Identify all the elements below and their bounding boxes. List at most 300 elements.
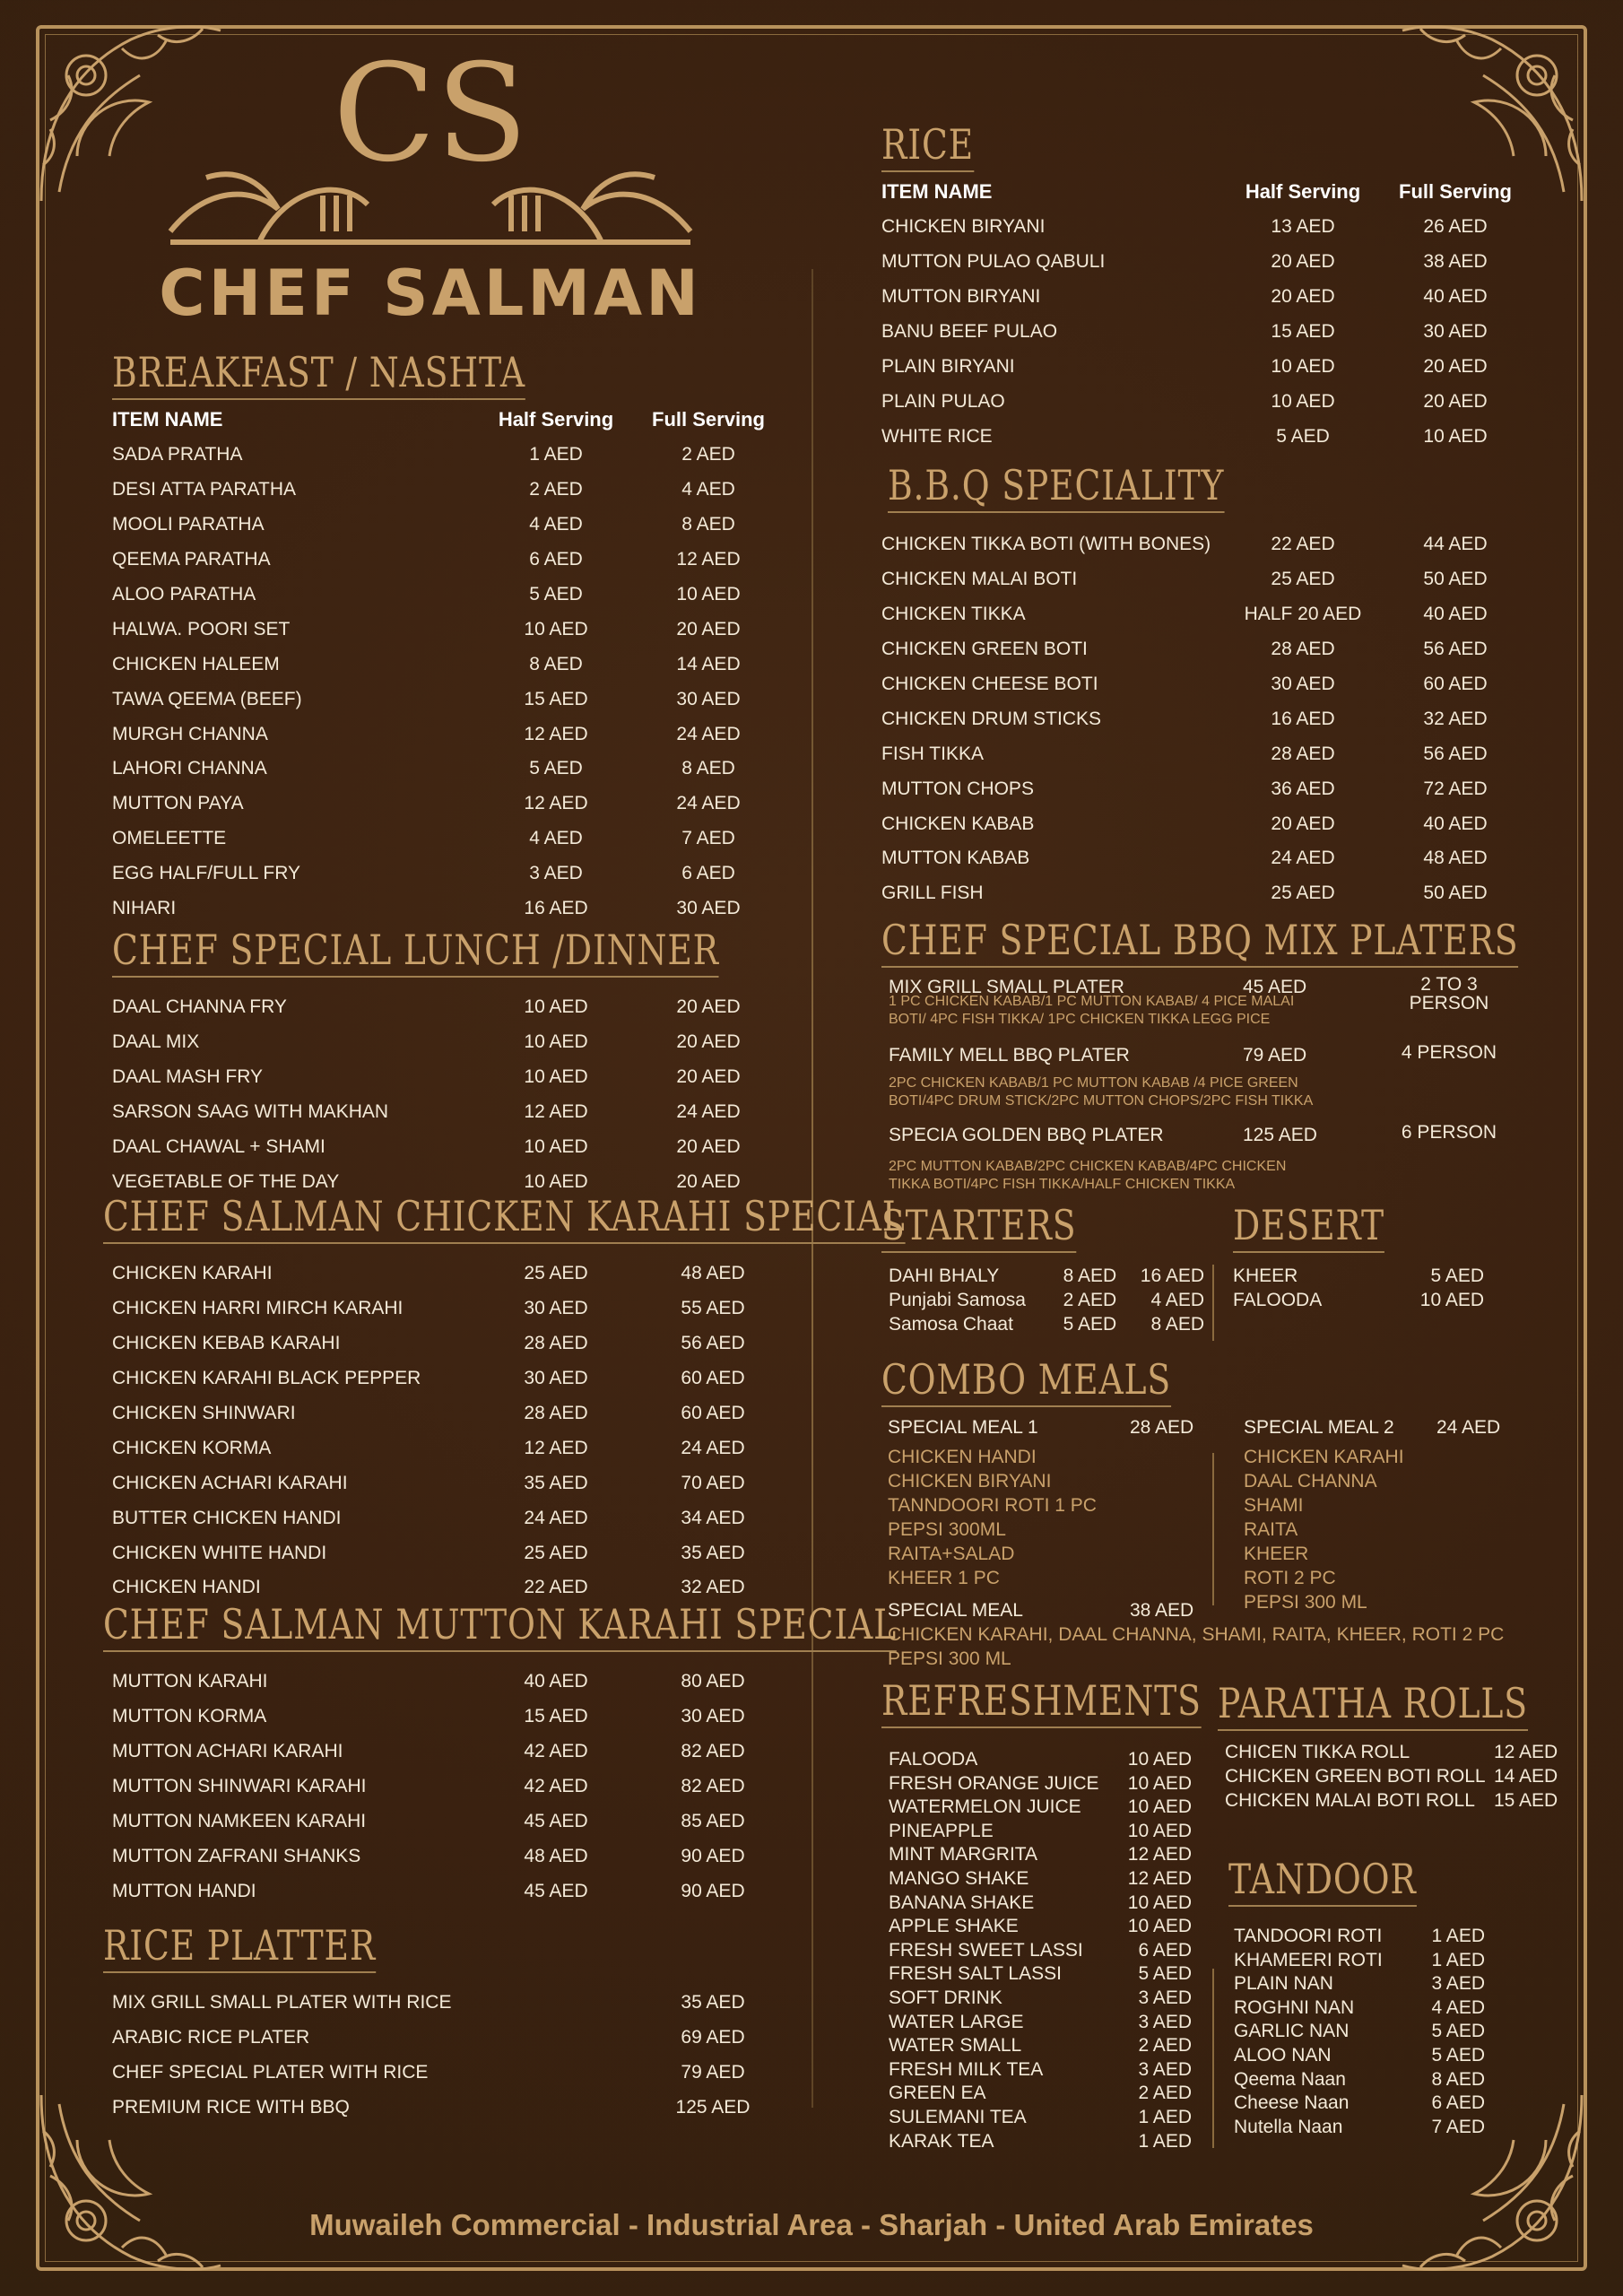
half-price: 10 AED xyxy=(1271,390,1335,412)
full-price: 56 AED xyxy=(1423,743,1488,764)
item-name: BANU BEEF PULAO xyxy=(881,321,1058,343)
half-price: 45 AED xyxy=(524,1811,588,1831)
column-divider xyxy=(812,269,813,2108)
item-name: VEGETABLE OF THE DAY xyxy=(112,1170,340,1192)
item-name: CHICKEN CHEESE BOTI xyxy=(881,674,1098,694)
item-name: ALOO NAN xyxy=(1234,2044,1332,2066)
meal-item: PEPSI 300 ML xyxy=(1244,1592,1367,1613)
half-price: 48 AED xyxy=(524,1845,588,1866)
meal-price: 38 AED xyxy=(1130,1600,1194,1621)
item-name: EGG HALF/FULL FRY xyxy=(112,863,301,884)
half-price: 1 AED xyxy=(529,444,583,465)
menu-row xyxy=(112,1770,785,1805)
menu-row xyxy=(889,1312,1204,1336)
item-name: GREEN EA xyxy=(889,2083,986,2104)
meal-item: CHICKEN BIRYANI xyxy=(888,1471,1052,1492)
half-price: 28 AED xyxy=(524,1403,588,1423)
full-price: 55 AED xyxy=(681,1298,745,1319)
full-price: 8 AED xyxy=(681,514,735,535)
meal-items: PEPSI 300 ML xyxy=(888,1648,1011,1669)
item-name: DAAL MASH FRY xyxy=(112,1066,264,1088)
half-price: 10 AED xyxy=(524,996,588,1018)
section-title: CHEF SALMAN MUTTON KARAHI SPECIAL xyxy=(103,1604,897,1652)
menu-row xyxy=(112,1130,776,1165)
half-price: 10 AED xyxy=(524,618,588,639)
plater-persons: 2 TO 3 PERSON xyxy=(1409,974,1489,1013)
price: 10 AED xyxy=(1127,1749,1192,1770)
item-name: PLAIN BIRYANI xyxy=(881,356,1015,377)
half-price: 8 AED xyxy=(529,653,583,674)
price: 6 AED xyxy=(1138,1939,1192,1961)
menu-row xyxy=(881,562,1527,597)
full-price: 82 AED xyxy=(681,1741,745,1762)
price: 6 AED xyxy=(1431,2092,1485,2114)
full-price: 30 AED xyxy=(676,688,741,709)
plater-price: 45 AED xyxy=(1243,977,1307,997)
combo-meal-1 xyxy=(888,1415,1211,1590)
col-header-item: ITEM NAME xyxy=(112,408,223,430)
menu-row xyxy=(112,1326,785,1361)
item-name: WATER LARGE xyxy=(889,2011,1024,2032)
plater-name: SPECIA GOLDEN BBQ PLATER xyxy=(889,1125,1164,1145)
price: 1 AED xyxy=(1138,2130,1192,2152)
mutton-karahi-section xyxy=(103,1600,897,1909)
price: 125 AED xyxy=(675,2097,751,2118)
meal-price: 28 AED xyxy=(1130,1417,1194,1438)
menu-row xyxy=(112,543,776,578)
menu-row xyxy=(112,1361,785,1396)
item-name: DAAL CHANNA FRY xyxy=(112,996,287,1018)
bbq-platers-section xyxy=(881,916,1536,1206)
chicken-karahi-section xyxy=(103,1192,906,1605)
item-name: ARABIC RICE PLATER xyxy=(112,2027,310,2048)
price: 12 AED xyxy=(1494,1742,1558,1762)
menu-row xyxy=(1234,2044,1515,2068)
menu-row xyxy=(881,384,1527,419)
menu-row xyxy=(881,280,1527,315)
item-name: Cheese Naan xyxy=(1234,2092,1350,2114)
plater-name: MIX GRILL SMALL PLATER xyxy=(889,977,1124,997)
price: 16 AED xyxy=(1140,1265,1204,1286)
half-price: 5 AED xyxy=(529,584,583,604)
price: 7 AED xyxy=(1431,2116,1485,2137)
full-price: 56 AED xyxy=(681,1333,745,1354)
item-name: HALWA. POORI SET xyxy=(112,618,291,639)
section-title: PARATHA ROLLS xyxy=(1218,1683,1528,1731)
half-price: 36 AED xyxy=(1271,778,1335,799)
full-price: 32 AED xyxy=(1423,708,1488,729)
half-price: 30 AED xyxy=(524,1368,588,1389)
item-name: MANGO SHAKE xyxy=(889,1867,1029,1889)
meal-item: RAITA xyxy=(1244,1519,1298,1540)
menu-row xyxy=(1234,2116,1515,2140)
paratha-rolls-section xyxy=(1218,1679,1576,1813)
price: 1 AED xyxy=(1431,1926,1485,1946)
full-price: 8 AED xyxy=(681,758,735,779)
meal-item: TANNDOORI ROTI 1 PC xyxy=(888,1495,1097,1516)
item-name: SOFT DRINK xyxy=(889,1987,1002,2008)
half-price: 20 AED xyxy=(1271,251,1335,273)
plater-persons: 4 PERSON xyxy=(1401,1042,1497,1063)
item-name: OMELEETTE xyxy=(112,828,227,849)
item-name: BUTTER CHICKEN HANDI xyxy=(112,1507,342,1528)
price: 3 AED xyxy=(1138,2058,1192,2080)
menu-row xyxy=(889,1915,1204,1939)
full-price: 20 AED xyxy=(676,618,741,639)
full-price: 24 AED xyxy=(681,1437,745,1458)
mutton-karahi-table xyxy=(112,1665,785,1909)
meal-item: PEPSI 300ML xyxy=(888,1519,1006,1540)
half-price: 4 AED xyxy=(529,828,583,849)
half-price: 15 AED xyxy=(1271,321,1335,343)
bbq-section xyxy=(881,461,1527,911)
meal-item: KHEER xyxy=(1244,1544,1309,1564)
menu-row xyxy=(112,647,776,682)
item-name: WATER SMALL xyxy=(889,2035,1022,2057)
full-price: 60 AED xyxy=(1423,674,1488,694)
menu-row xyxy=(112,1665,785,1700)
menu-row xyxy=(112,752,776,787)
item-name: CHICKEN MALAI BOTI xyxy=(881,569,1078,590)
half-price: 22 AED xyxy=(524,1577,588,1598)
item-name: DAAL CHAWAL + SHAMI xyxy=(112,1136,325,1157)
half-price: 30 AED xyxy=(524,1298,588,1319)
price: 8 AED xyxy=(1150,1314,1204,1335)
menu-row xyxy=(112,1396,785,1431)
section-title: RICE PLATTER xyxy=(103,1925,376,1973)
item-name: MUTTON KABAB xyxy=(881,848,1030,869)
item-name: MUTTON ZAFRANI SHANKS xyxy=(112,1845,361,1866)
item-name: CHICKEN GREEN BOTI xyxy=(881,639,1088,660)
item-name: FALOODA xyxy=(1233,1290,1323,1310)
full-price: 90 AED xyxy=(681,1880,745,1901)
full-price: 40 AED xyxy=(1423,286,1488,308)
menu-row xyxy=(889,1939,1204,1963)
menu-row xyxy=(112,1431,785,1465)
menu-row xyxy=(889,1264,1204,1288)
full-price: 14 AED xyxy=(676,653,741,674)
menu-row xyxy=(889,2130,1204,2154)
item-name: Punjabi Samosa xyxy=(889,1290,1026,1310)
col-header-full: Full Serving xyxy=(652,408,765,430)
item-name: DESI ATTA PARATHA xyxy=(112,479,296,500)
menu-row xyxy=(1234,1949,1515,1973)
price: 5 AED xyxy=(1063,1314,1117,1335)
menu-row xyxy=(112,2021,785,2056)
menu-row xyxy=(112,1060,776,1095)
meal-item: ROTI 2 PC xyxy=(1244,1568,1336,1588)
vertical-rule xyxy=(1212,1969,1214,2148)
item-name: PREMIUM RICE WITH BBQ xyxy=(112,2097,350,2118)
price: 5 AED xyxy=(1138,1963,1192,1985)
plater-persons: 6 PERSON xyxy=(1401,1122,1497,1143)
item-name: CHICKEN TIKKA xyxy=(881,604,1026,625)
full-price: 60 AED xyxy=(681,1403,745,1423)
logo-crest-icon xyxy=(152,52,708,258)
half-price: 10 AED xyxy=(524,1031,588,1053)
menu-row xyxy=(889,2082,1204,2106)
half-price: 13 AED xyxy=(1271,216,1335,238)
refreshments-section xyxy=(881,1676,1204,2153)
price: 8 AED xyxy=(1431,2068,1485,2090)
section-title: RICE xyxy=(881,124,974,172)
half-price: 3 AED xyxy=(529,863,583,884)
item-name: PLAIN NAN xyxy=(1234,1973,1333,1995)
item-name: FRESH SWEET LASSI xyxy=(889,1939,1083,1961)
meal-item: RAITA+SALAD xyxy=(888,1544,1015,1564)
full-price: 85 AED xyxy=(681,1811,745,1831)
half-price: 25 AED xyxy=(524,1263,588,1284)
item-name: NIHARI xyxy=(112,898,177,919)
full-price: 20 AED xyxy=(676,1031,741,1053)
half-price: 20 AED xyxy=(1271,286,1335,308)
menu-row xyxy=(881,701,1527,736)
half-price: 25 AED xyxy=(1271,883,1335,904)
meal-items: CHICKEN KARAHI, DAAL CHANNA, SHAMI, RAITA, KHEER, ROTI 2 PC xyxy=(888,1624,1505,1645)
item-name: CHICKEN GREEN BOTI ROLL xyxy=(1225,1766,1486,1787)
price: 10 AED xyxy=(1127,1820,1192,1841)
full-price: 50 AED xyxy=(1423,883,1488,904)
price: 15 AED xyxy=(1494,1790,1558,1811)
full-price: 7 AED xyxy=(681,828,735,849)
item-name: CHICKEN MALAI BOTI ROLL xyxy=(1225,1790,1475,1811)
item-name: MIX GRILL SMALL PLATER WITH RICE xyxy=(112,1992,452,2013)
item-name: MUTTON SHINWARI KARAHI xyxy=(112,1776,367,1797)
price: 10 AED xyxy=(1127,1916,1192,1937)
menu-row xyxy=(112,578,776,613)
half-price: 28 AED xyxy=(1271,743,1335,764)
item-name: CHICKEN TIKKA BOTI (WITH BONES) xyxy=(881,534,1211,555)
item-name: MUTTON NAMKEEN KARAHI xyxy=(112,1811,367,1831)
item-name: GRILL FISH xyxy=(881,883,984,904)
menu-row xyxy=(881,350,1527,385)
item-name: MUTTON KARAHI xyxy=(112,1671,268,1692)
section-title: REFRESHMENTS xyxy=(881,1680,1202,1728)
item-name: CHICKEN KARAHI xyxy=(112,1263,273,1284)
col-header-half: Half Serving xyxy=(1245,180,1361,203)
section-title: CHEF SPECIAL LUNCH /DINNER xyxy=(112,929,719,978)
menu-row xyxy=(1233,1264,1520,1288)
full-price: 2 AED xyxy=(681,444,735,465)
brand-name: CHEF SALMAN xyxy=(159,257,702,330)
half-price: 35 AED xyxy=(524,1472,588,1493)
brand-logo xyxy=(152,52,708,330)
half-price: 40 AED xyxy=(524,1671,588,1692)
half-price: 5 AED xyxy=(529,758,583,779)
tandoor-section xyxy=(1228,1855,1515,2139)
menu-row xyxy=(881,597,1527,632)
item-name: TANDOORI ROTI xyxy=(1234,1926,1383,1946)
menu-row xyxy=(112,612,776,647)
menu-row xyxy=(889,1867,1204,1892)
price: 3 AED xyxy=(1138,1987,1192,2008)
half-price: 42 AED xyxy=(524,1776,588,1797)
menu-row xyxy=(112,1839,785,1874)
meal-item: CHICKEN HANDI xyxy=(888,1447,1037,1467)
meal-item: SHAMI xyxy=(1244,1495,1304,1516)
menu-row xyxy=(1233,1288,1520,1312)
full-price: 20 AED xyxy=(676,1136,741,1157)
menu-row xyxy=(112,990,776,1025)
half-price: 12 AED xyxy=(524,723,588,744)
item-name: MUTTON CHOPS xyxy=(881,778,1034,799)
bbq-table xyxy=(881,527,1527,911)
desert-section xyxy=(1233,1201,1520,1312)
menu-row xyxy=(1234,1925,1515,1949)
item-name: FRESH SALT LASSI xyxy=(889,1963,1062,1985)
full-price: 10 AED xyxy=(676,584,741,604)
item-name: PINEAPPLE xyxy=(889,1820,994,1841)
item-name: CHICKEN DRUM STICKS xyxy=(881,708,1102,729)
item-name: ALOO PARATHA xyxy=(112,584,256,604)
starters-section xyxy=(881,1201,1204,1336)
item-name: CHICKEN HALEEM xyxy=(112,653,280,674)
menu-row xyxy=(112,1874,785,1909)
item-name: SARSON SAAG WITH MAKHAN xyxy=(112,1101,389,1123)
full-price: 20 AED xyxy=(1423,390,1488,412)
item-name: KHAMEERI ROTI xyxy=(1234,1949,1383,1970)
menu-row xyxy=(112,438,776,473)
menu-row xyxy=(881,876,1527,911)
menu-row xyxy=(112,1257,785,1292)
full-price: 26 AED xyxy=(1423,216,1488,238)
half-price: 2 AED xyxy=(529,479,583,500)
full-price: 44 AED xyxy=(1423,534,1488,555)
price: 10 AED xyxy=(1127,1796,1192,1818)
menu-row xyxy=(112,1025,776,1060)
item-name: Nutella Naan xyxy=(1234,2116,1343,2137)
price: 4 AED xyxy=(1431,1996,1485,2018)
menu-row xyxy=(112,1500,785,1535)
half-price: 15 AED xyxy=(524,1706,588,1727)
item-name: PLAIN PULAO xyxy=(881,390,1005,412)
full-price: 20 AED xyxy=(1423,356,1488,377)
half-price: 45 AED xyxy=(524,1880,588,1901)
plater-price: 125 AED xyxy=(1243,1125,1317,1145)
full-price: 20 AED xyxy=(676,1066,741,1088)
price: 4 AED xyxy=(1150,1290,1204,1310)
menu-row xyxy=(889,1820,1204,1844)
full-price: 30 AED xyxy=(681,1706,745,1727)
full-price: 38 AED xyxy=(1423,251,1488,273)
half-price: 22 AED xyxy=(1271,534,1335,555)
meal-item: KHEER 1 PC xyxy=(888,1568,1000,1588)
price: 1 AED xyxy=(1138,2106,1192,2127)
plater-name: FAMILY MELL BBQ PLATER xyxy=(889,1045,1130,1065)
item-name: KARAK TEA xyxy=(889,2130,994,2152)
combo-meal-2 xyxy=(1244,1415,1540,1614)
item-name: CHICKEN BIRYANI xyxy=(881,216,1046,238)
menu-row xyxy=(889,2106,1204,2130)
plater-price: 79 AED xyxy=(1243,1045,1307,1065)
item-name: DAAL MIX xyxy=(112,1031,200,1053)
half-price: 4 AED xyxy=(529,514,583,535)
item-name: MUTTON BIRYANI xyxy=(881,286,1041,308)
menu-row xyxy=(881,419,1527,454)
item-name: MURGH CHANNA xyxy=(112,723,268,744)
price: 3 AED xyxy=(1431,1973,1485,1995)
breakfast-section xyxy=(112,348,776,926)
menu-row xyxy=(881,771,1527,806)
item-name: CHICEN TIKKA ROLL xyxy=(1225,1742,1410,1762)
item-name: SULEMANI TEA xyxy=(889,2106,1027,2127)
menu-row xyxy=(889,2034,1204,2058)
combo-section xyxy=(881,1355,1545,1407)
full-price: 80 AED xyxy=(681,1671,745,1692)
full-price: 30 AED xyxy=(1423,321,1488,343)
menu-row xyxy=(881,841,1527,876)
full-price: 20 AED xyxy=(676,1170,741,1192)
price: 10 AED xyxy=(1419,1290,1484,1310)
plater-item xyxy=(889,1043,1536,1110)
price: 5 AED xyxy=(1431,2021,1485,2042)
menu-row xyxy=(112,1095,776,1130)
menu-row xyxy=(112,1535,785,1570)
full-price: 24 AED xyxy=(676,1101,741,1123)
price: 8 AED xyxy=(1063,1265,1117,1286)
half-price: 10 AED xyxy=(524,1066,588,1088)
meal-price: 24 AED xyxy=(1436,1417,1501,1438)
half-price: 25 AED xyxy=(1271,569,1335,590)
combo-meal-3 xyxy=(888,1598,1551,1671)
half-price: 5 AED xyxy=(1276,425,1330,447)
half-price: 12 AED xyxy=(524,1437,588,1458)
price: 2 AED xyxy=(1138,2083,1192,2104)
price: 1 AED xyxy=(1431,1949,1485,1970)
menu-row xyxy=(112,1465,785,1500)
menu-row xyxy=(112,787,776,822)
menu-row xyxy=(889,1772,1204,1796)
half-price: 10 AED xyxy=(1271,356,1335,377)
item-name: ROGHNI NAN xyxy=(1234,1996,1355,2018)
menu-row xyxy=(889,1748,1204,1772)
item-name: CHICKEN KARAHI BLACK PEPPER xyxy=(112,1368,421,1389)
full-price: 20 AED xyxy=(676,996,741,1018)
menu-row xyxy=(112,508,776,543)
full-price: 34 AED xyxy=(681,1507,745,1528)
item-name: CHICKEN KORMA xyxy=(112,1437,272,1458)
full-price: 24 AED xyxy=(676,723,741,744)
item-name: DAHI BHALY xyxy=(889,1265,1000,1286)
price: 79 AED xyxy=(681,2062,745,2083)
menu-row xyxy=(112,1735,785,1770)
menu-row xyxy=(889,1288,1204,1312)
item-name: APPLE SHAKE xyxy=(889,1916,1019,1937)
menu-row xyxy=(881,667,1527,702)
item-name: FRESH ORANGE JUICE xyxy=(889,1772,1099,1794)
menu-row xyxy=(889,1962,1204,1987)
item-name: BANANA SHAKE xyxy=(889,1892,1035,1913)
full-price: 70 AED xyxy=(681,1472,745,1493)
half-price: 6 AED xyxy=(529,549,583,570)
menu-row xyxy=(112,891,776,926)
full-price: 60 AED xyxy=(681,1368,745,1389)
item-name: WATERMELON JUICE xyxy=(889,1796,1081,1818)
menu-row xyxy=(1234,2068,1515,2092)
menu-row xyxy=(1234,2020,1515,2044)
rice-table xyxy=(881,174,1527,454)
menu-row xyxy=(1234,2092,1515,2116)
meal-name: SPECIAL MEAL 1 xyxy=(888,1417,1038,1438)
full-price: 56 AED xyxy=(1423,639,1488,660)
section-title: CHEF SALMAN CHICKEN KARAHI SPECIAL xyxy=(103,1196,906,1244)
menu-row xyxy=(112,822,776,857)
price: 2 AED xyxy=(1138,2035,1192,2057)
section-title: BREAKFAST / NASHTA xyxy=(112,352,525,400)
plater-item xyxy=(889,975,1536,1029)
price: 3 AED xyxy=(1138,2011,1192,2032)
price: 10 AED xyxy=(1127,1892,1192,1913)
